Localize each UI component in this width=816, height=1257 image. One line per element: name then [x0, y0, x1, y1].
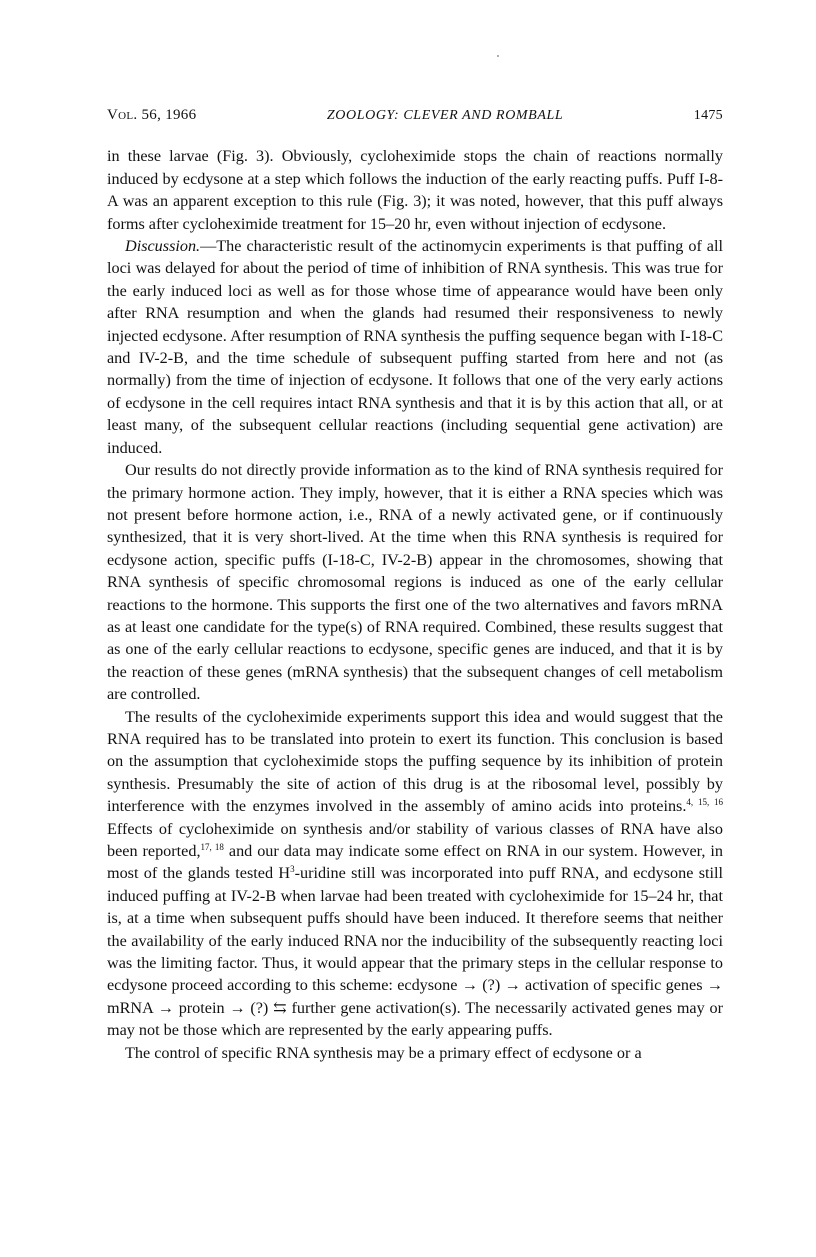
isotope-superscript: 3: [290, 864, 295, 875]
paragraph-results-end: in these larvae (Fig. 3). Obviously, cycloheximide stops the chain of reactions normally induced by ecdysone at a step which follows the induction of the early reacting puffs. Puff I-8-A was an apparent exception to this rule (Fig. 3); it was noted, however, that this puff always forms after cycloheximide treatment for 15–20 hr, even without injection of ecdysone.: [107, 147, 723, 233]
cyclo-text-b: Effects of cycloheximide on synthesis and/or stability of various classes of RNA have also been reported,: [107, 819, 723, 860]
scan-speck: [497, 55, 499, 57]
running-title: ZOOLOGY: CLEVER AND ROMBALL: [326, 108, 564, 123]
paragraph-control: The control of specific RNA synthesis may be a primary effect of ecdysone or a: [125, 1043, 642, 1062]
cyclo-text-d: -uridine still was incorporated into puff RNA, and ecdysone still induced puffing at IV-2-B when larvae had been treated with cycloheximide for 15–24 hr, that is, at a time when subsequent puffs should have been induced. It therefore seems that neither the availability of the early induced RNA nor the inducibility of the subsequently reacting loci was the limiting factor. Thus, it would appear that the primary steps in the cellular response to ecdysone proceed according to this scheme: ecdysone → (?) → activation of specific genes → mRNA → protein → (?) ⇆ further gene activation(s). The necessarily activated genes may or may not be those which are represented by the early appearing puffs.: [107, 864, 724, 1040]
page-number: 1475: [693, 108, 723, 123]
journal-page: [107, 104, 723, 1064]
paragraph-discussion: [107, 235, 723, 459]
reference-superscript: 17, 18: [200, 842, 224, 852]
discussion-heading: Discussion.: [125, 237, 201, 256]
reference-superscript: 4, 15, 16: [686, 797, 724, 808]
cyclo-text-a: The results of the cycloheximide experiments support this idea and would suggest that the RNA required has to be translated into protein to exert its function. This conclusion is based on the assumption that cycloheximide stops the puffing sequence by its inhibition of protein synthesis. Presumably the site of action of this drug is at the ribosomal level, possibly by interference with the enzymes involved in the assembly of amino acids into proteins.: [107, 707, 723, 816]
paragraph-rna-synthesis: Our results do not directly provide information as to the kind of RNA synthesis required for the primary hormone action. They imply, however, that it is either a RNA species which was not present before hormone action, i.e., RNA of a newly activated gene, or if continuously synthesized, that it is very short-lived. At the time when this RNA synthesis is required for ecdysone action, specific puffs (I-18-C, IV-2-B) appear in the chromosomes, showing that RNA synthesis of specific chromosomal regions is induced as one of the early cellular reactions to the hormone. This supports the first one of the two alternatives and favors mRNA as at least one candidate for the type(s) of RNA required. Combined, these results suggest that as one of the early cellular reactions to ecdysone, specific genes are induced, and that it is by the reaction of these genes (mRNA synthesis) that the subsequent changes of cell metabolism are controlled.: [107, 461, 723, 704]
cyclo-text-c: and our data may indicate some effect on RNA in our system. However, in most of the glands tested H: [107, 842, 724, 883]
running-header: [107, 104, 723, 127]
discussion-text: —The characteristic result of the actinomycin experiments is that puffing of all loci was delayed for about the period of time of inhibition of RNA synthesis. This was true for the early induced loci as well as for those whose time of appearance would have been only after RNA resumption and when the glands had resumed their responsiveness to newly injected ecdysone. After resumption of RNA synthesis the puffing sequence began with I-18-C and IV-2-B, and the time schedule of subsequent puffing started from here and not (as normally) from the time of injection of ecdysone. It follows that one of the very early actions of ecdysone in the cell requires intact RNA synthesis and that it is by this action that all, or at least many, of the subsequent cellular reactions (including sequential gene activation) are induced.: [107, 237, 723, 457]
paragraph-cycloheximide: [107, 706, 723, 1042]
journal-volume: Vol. 56, 1966: [107, 107, 197, 123]
